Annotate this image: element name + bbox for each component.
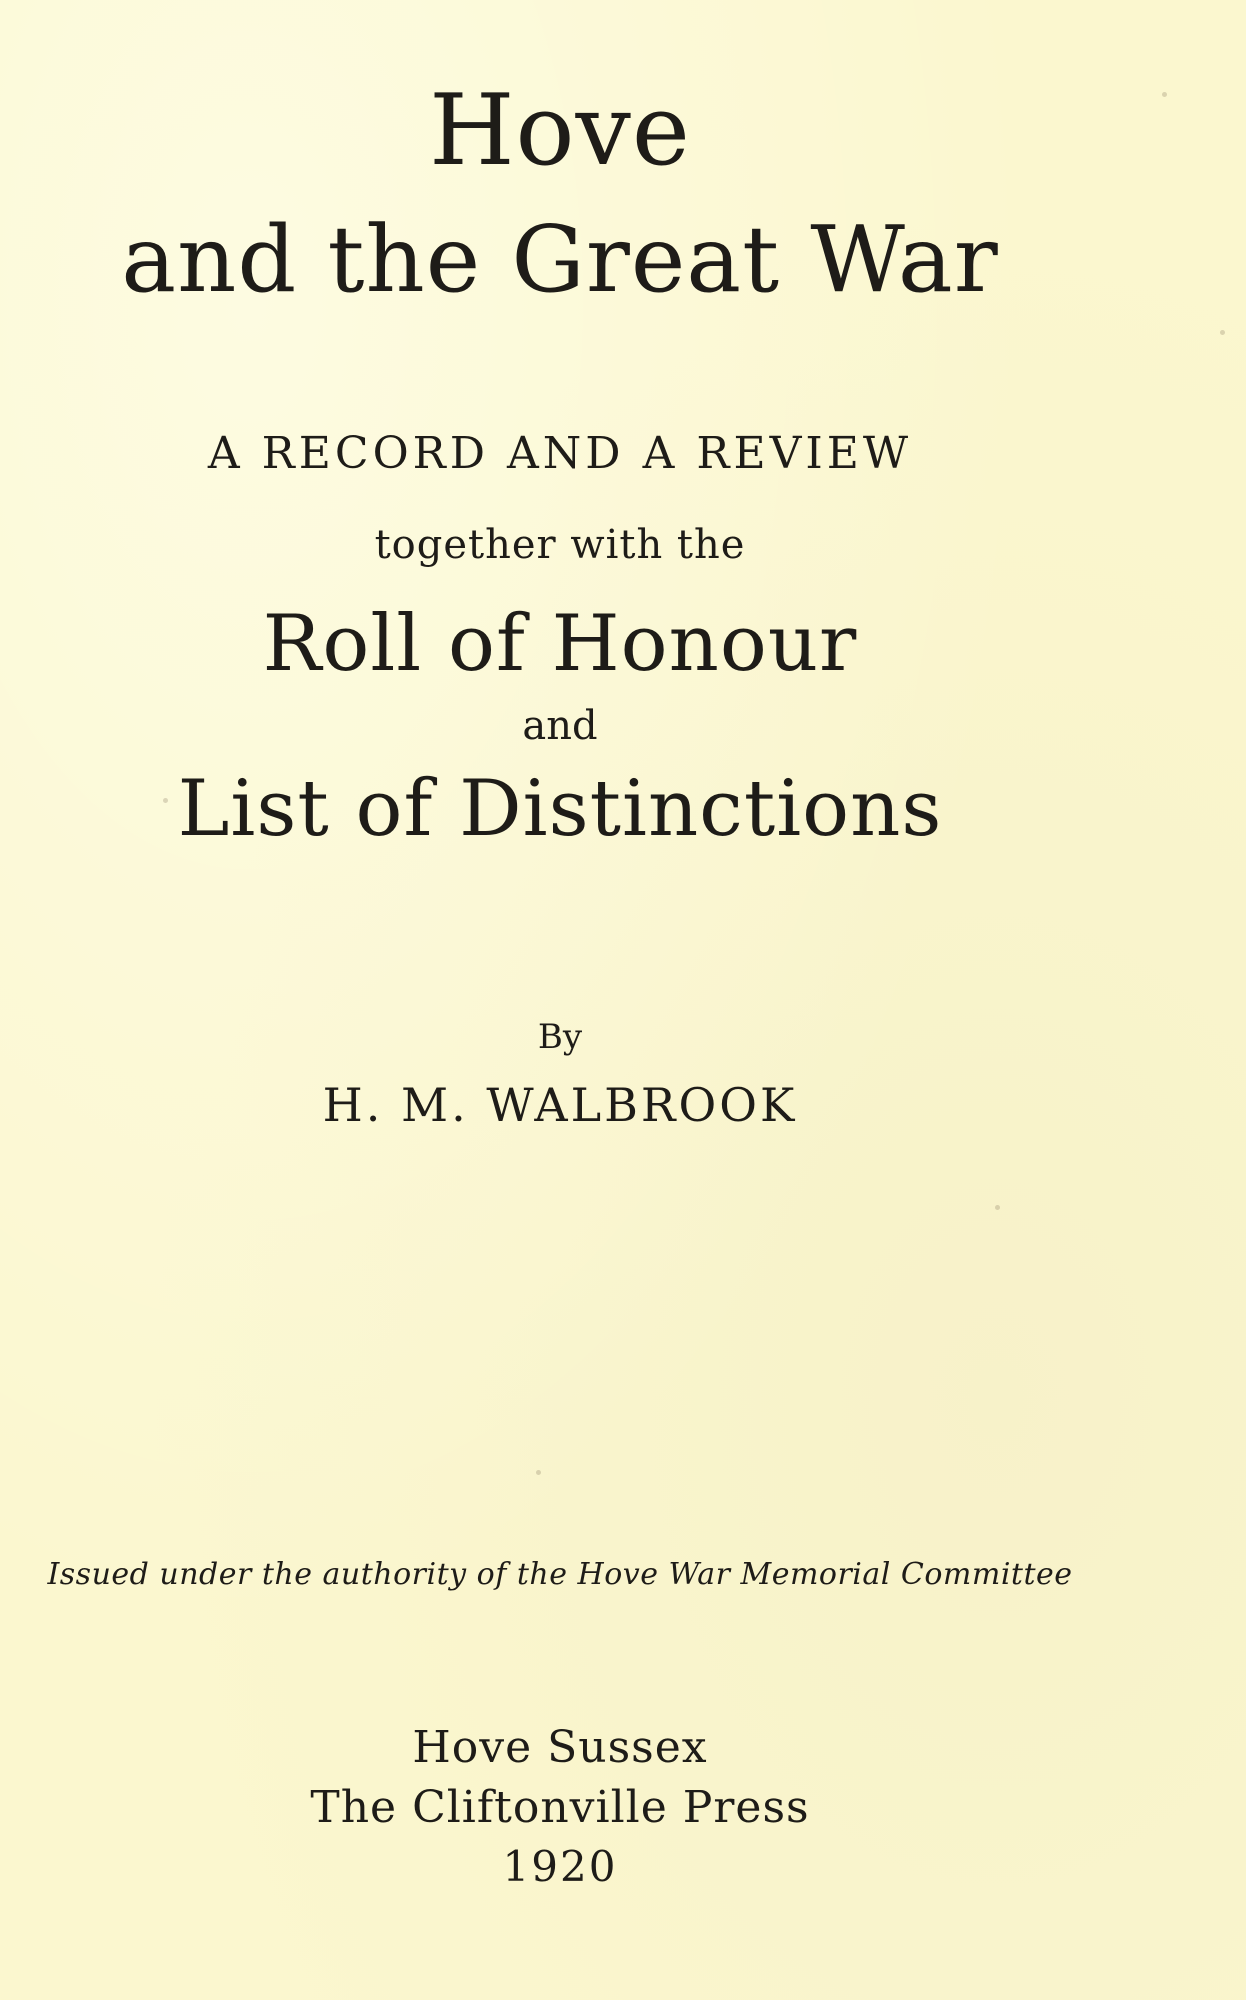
publisher-place: Hove Sussex	[412, 1722, 708, 1773]
roll-of-honour-title: Roll of Honour	[262, 599, 858, 689]
list-of-distinctions-title: List of Distinctions	[177, 764, 943, 854]
paper-speck	[1162, 92, 1167, 97]
paper-speck	[1220, 330, 1225, 335]
book-subtitle: A RECORD AND A REVIEW	[207, 428, 913, 479]
paper-speck	[995, 1205, 1000, 1210]
author-name: H. M. WALBROOK	[322, 1078, 798, 1132]
by-label: By	[537, 1017, 583, 1057]
paper-speck	[163, 798, 168, 803]
paper-speck	[536, 1470, 541, 1475]
publication-year: 1920	[502, 1842, 618, 1891]
and-connector: and	[522, 703, 598, 749]
publisher-name: The Cliftonville Press	[310, 1782, 810, 1833]
issued-note: Issued under the authority of the Hove War Memorial Committee	[47, 1557, 1073, 1592]
subtitle-connector: together with the	[374, 522, 746, 568]
book-title-line-2: and the Great War	[121, 206, 999, 313]
book-title-line-1: Hove	[429, 74, 691, 188]
